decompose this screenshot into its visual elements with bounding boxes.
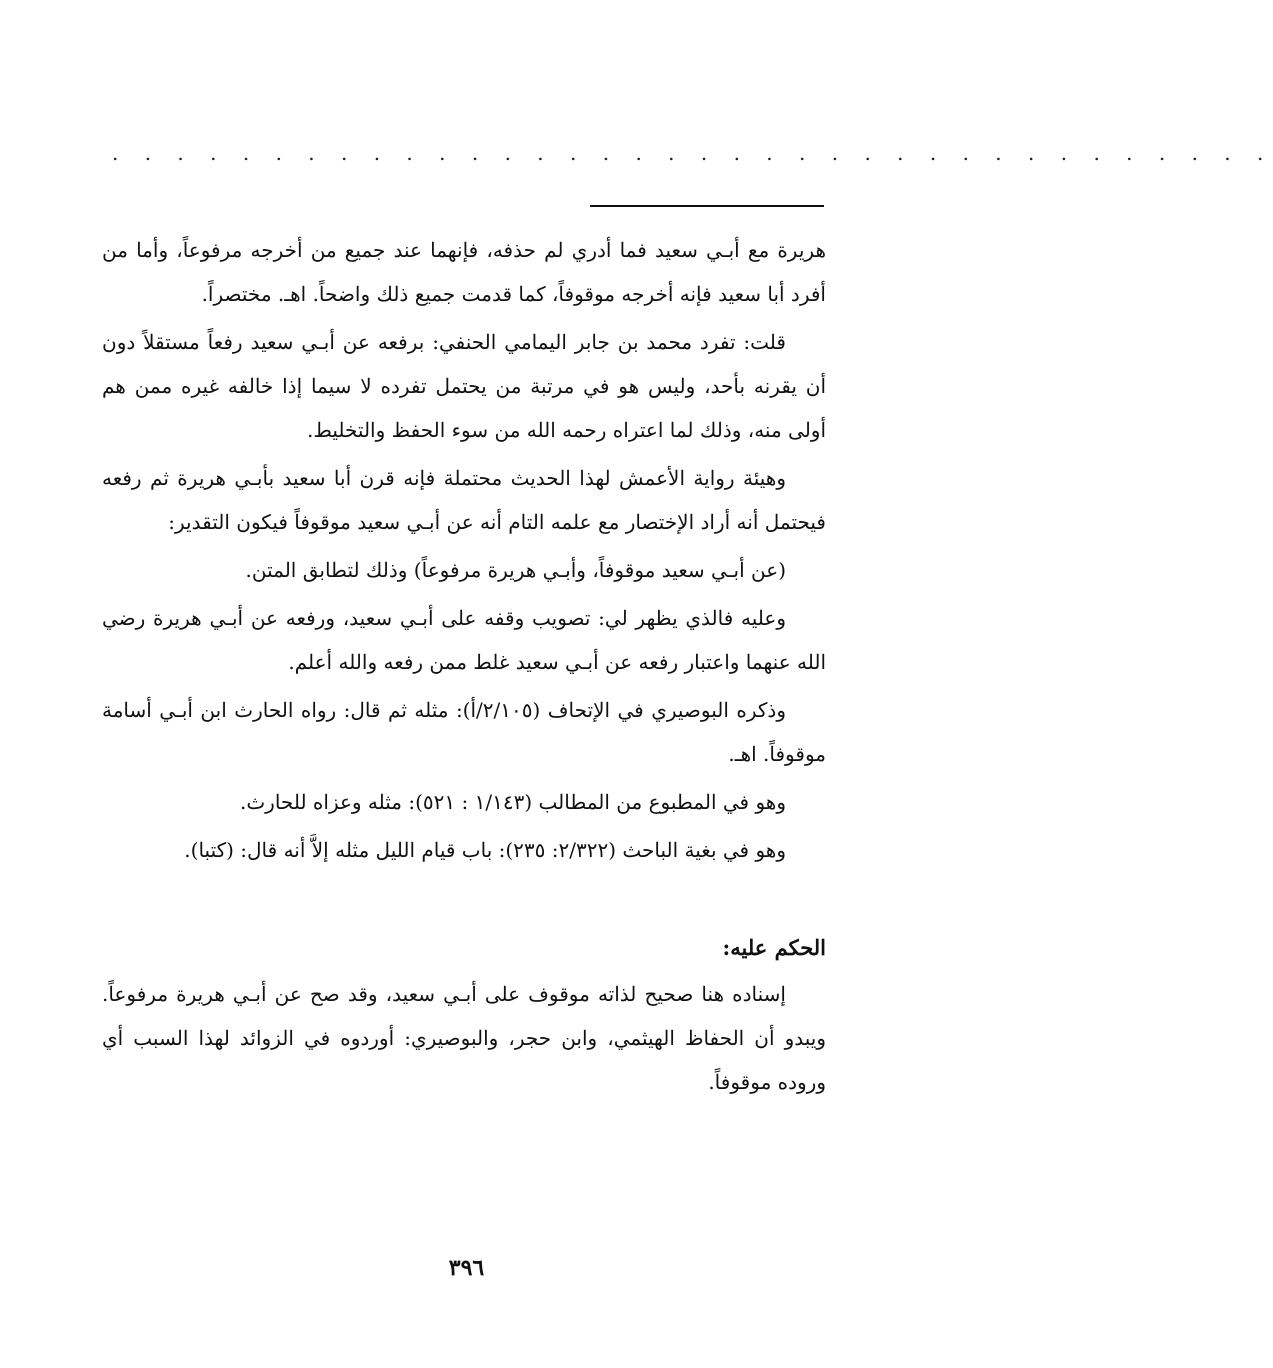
- ruling-heading: الحكم عليه:: [722, 935, 826, 960]
- page-number: ٣٩٦: [448, 1255, 485, 1281]
- ruling-paragraph: إسناده هنا صحيح لذاته موقوف على أبـي سعيد، وقد صح عن أبـي هريرة مرفوعاً. ويبدو أن الحفاظ الهيثمي، وابن حجر، والبوصيري: أوردوه في الزوائد لهذا السبب أي وروده موقوفاً.: [102, 982, 826, 1094]
- ruling-text-block: [102, 972, 826, 1104]
- footnote-rule: [590, 205, 824, 207]
- paragraph-bughyah: وهو في بغية الباحث (٢/٣٢٢: ٢٣٥): باب قيام الليل مثله إلاَّ أنه قال: (كتبا).: [184, 838, 786, 862]
- main-text: [102, 228, 826, 876]
- paragraph-al-amash: وهيئة رواية الأعمش لهذا الحديث محتملة فإنه قرن أبا سعيد بأبـي هريرة ثم رفعه فيحتمل أنه أراد الإختصار مع علمه التام أنه عن أبـي سعيد موقوفاً فيكون التقدير:: [102, 466, 826, 534]
- paragraph-matalib: وهو في المطبوع من المطالب (١/١٤٣ : ٥٢١): مثله وعزاه للحارث.: [239, 790, 786, 814]
- paragraph-note: قلت: تفرد محمد بن جابر اليمامي الحنفي: برفعه عن أبـي سعيد رفعاً مستقلاً دون أن يقرنه بأحد، وليس هو في مرتبة من يحتمل تفرده لا سيما إذا خالفه غيره ممن هم أولى منه، وذلك لما اعتراه رحمه الله من سوء الحفظ والتخليط.: [102, 330, 826, 442]
- paragraph-conclusion: وعليه فالذي يظهر لي: تصويب وقفه على أبـي سعيد، ورفعه عن أبـي هريرة رضي الله عنهما واعتبار رفعه عن أبـي سعيد غلط ممن رفعه والله أعلم.: [102, 606, 826, 674]
- paragraph-estimation: (عن أبـي سعيد موقوفاً، وأبـي هريرة مرفوعاً) وذلك لتطابق المتن.: [245, 558, 786, 582]
- paragraph-busiri: وذكره البوصيري في الإتحاف (٢/١٠٥/أ): مثله ثم قال: رواه الحارث ابن أبـي أسامة موقوفاً. اهـ.: [102, 698, 826, 766]
- footnote-separator-dots: . . . . . . . . . . . . . . . . . . . . . . . . . . . . . . . . . . . .: [112, 141, 1273, 165]
- paragraph-continuation: هريرة مع أبـي سعيد فما أدري لم حذفه، فإنهما عند جميع من أخرجه مرفوعاً، وأما من أفرد أبا سعيد فإنه أخرجه موقوفاً، كما قدمت جميع ذلك واضحاً. اهـ. مختصراً.: [102, 238, 826, 306]
